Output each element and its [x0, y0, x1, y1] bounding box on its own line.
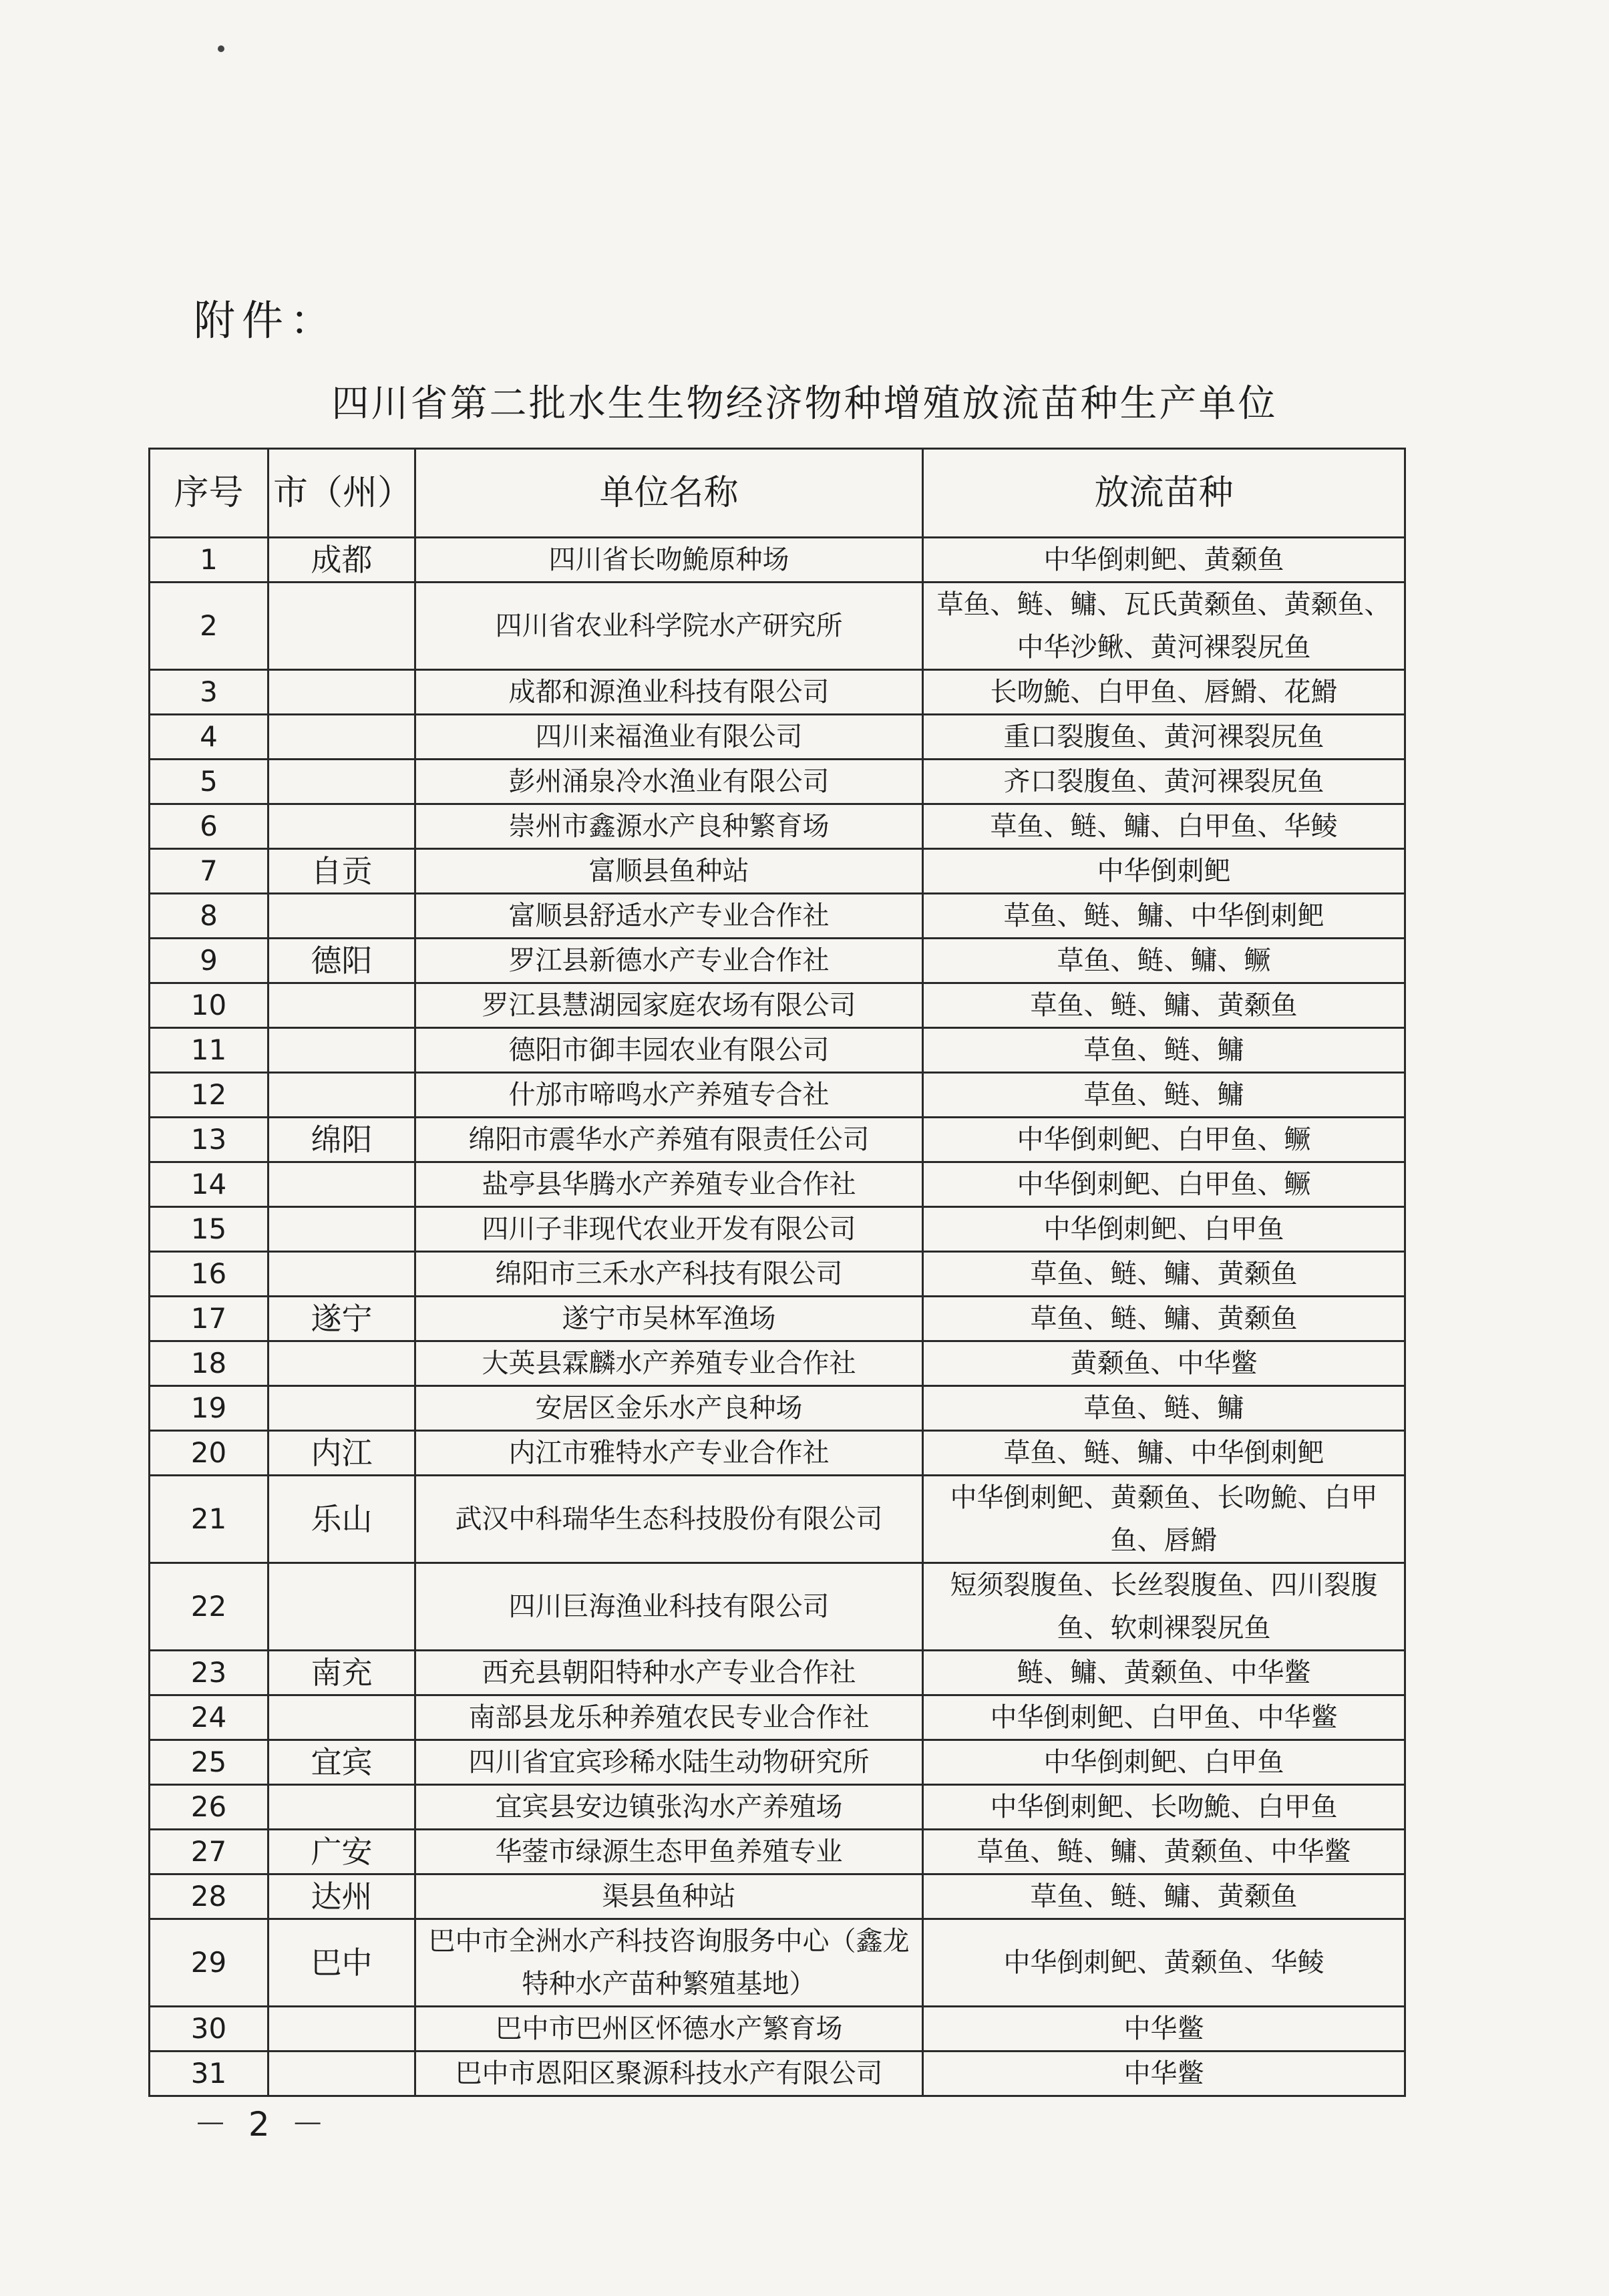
cell-seq: 18: [150, 1341, 269, 1386]
cell-city: 南充: [269, 1651, 415, 1695]
cell-city: [269, 760, 415, 804]
cell-city: [269, 1785, 415, 1830]
cell-city: [269, 1695, 415, 1740]
document-title: 四川省第二批水生生物经济物种增殖放流苗种生产单位: [331, 382, 1278, 426]
cell-seq: 25: [150, 1740, 269, 1785]
cell-seq: 14: [150, 1162, 269, 1207]
cell-unit: 宜宾县安边镇张沟水产养殖场: [415, 1785, 923, 1830]
cell-unit: 德阳市御丰园农业有限公司: [415, 1028, 923, 1073]
cell-species: 齐口裂腹鱼、黄河裸裂尻鱼: [923, 760, 1405, 804]
scan-speck: [218, 45, 224, 52]
cell-species: 草鱼、鲢、鳙、中华倒刺鲃: [923, 1431, 1405, 1476]
cell-city: [269, 2052, 415, 2096]
cell-species: 草鱼、鲢、鳙: [923, 1073, 1405, 1118]
cell-unit: 富顺县鱼种站: [415, 849, 923, 894]
cell-species: 草鱼、鲢、鳙、黄颡鱼: [923, 1874, 1405, 1919]
table-row: [150, 1118, 1405, 1162]
cell-seq: 24: [150, 1695, 269, 1740]
cell-species: 草鱼、鲢、鳙、白甲鱼、华鲮: [923, 804, 1405, 849]
cell-unit: 绵阳市三禾水产科技有限公司: [415, 1252, 923, 1297]
header-seq: 序号: [150, 449, 269, 538]
cell-city: [269, 715, 415, 760]
table-row: [150, 760, 1405, 804]
cell-species: 短须裂腹鱼、长丝裂腹鱼、四川裂腹鱼、软刺裸裂尻鱼: [923, 1563, 1405, 1651]
header-unit: 单位名称: [415, 449, 923, 538]
cell-unit: 彭州涌泉冷水渔业有限公司: [415, 760, 923, 804]
table-row: [150, 1252, 1405, 1297]
table-row: [150, 1297, 1405, 1341]
table-row: [150, 1919, 1405, 2007]
table-row: [150, 849, 1405, 894]
cell-species: 草鱼、鲢、鳙、黄颡鱼: [923, 1252, 1405, 1297]
cell-city: 达州: [269, 1874, 415, 1919]
cell-species: 中华倒刺鲃、白甲鱼: [923, 1740, 1405, 1785]
cell-seq: 1: [150, 538, 269, 583]
cell-city: 成都: [269, 538, 415, 583]
table-row: [150, 1207, 1405, 1252]
table-row: [150, 2052, 1405, 2096]
cell-seq: 30: [150, 2007, 269, 2052]
cell-unit: 富顺县舒适水产专业合作社: [415, 894, 923, 939]
header-city: 市（州）: [269, 449, 415, 538]
cell-species: 中华鳖: [923, 2007, 1405, 2052]
cell-city: [269, 2007, 415, 2052]
table-row: [150, 670, 1405, 715]
table-row: [150, 1651, 1405, 1695]
cell-seq: 21: [150, 1476, 269, 1563]
cell-city: 广安: [269, 1830, 415, 1874]
cell-species: 重口裂腹鱼、黄河裸裂尻鱼: [923, 715, 1405, 760]
cell-seq: 8: [150, 894, 269, 939]
cell-seq: 26: [150, 1785, 269, 1830]
cell-species: 草鱼、鲢、鳙、黄颡鱼: [923, 983, 1405, 1028]
table-header-row: [150, 449, 1405, 538]
cell-city: [269, 1341, 415, 1386]
cell-seq: 22: [150, 1563, 269, 1651]
cell-unit: 四川省长吻鮠原种场: [415, 538, 923, 583]
table-row: [150, 538, 1405, 583]
table-row: [150, 583, 1405, 670]
table-row: [150, 715, 1405, 760]
table-row: [150, 1874, 1405, 1919]
cell-seq: 19: [150, 1386, 269, 1431]
cell-unit: 四川省宜宾珍稀水陆生动物研究所: [415, 1740, 923, 1785]
cell-unit: 罗江县慧湖园家庭农场有限公司: [415, 983, 923, 1028]
cell-species: 中华倒刺鲃、白甲鱼、鳜: [923, 1162, 1405, 1207]
cell-seq: 6: [150, 804, 269, 849]
cell-species: 中华倒刺鲃: [923, 849, 1405, 894]
cell-unit: 西充县朝阳特种水产专业合作社: [415, 1651, 923, 1695]
attachment-label: 附件：: [194, 296, 339, 345]
cell-unit: 巴中市恩阳区聚源科技水产有限公司: [415, 2052, 923, 2096]
cell-city: [269, 1162, 415, 1207]
cell-seq: 23: [150, 1651, 269, 1695]
cell-unit: 巴中市巴州区怀德水产繁育场: [415, 2007, 923, 2052]
cell-unit: 成都和源渔业科技有限公司: [415, 670, 923, 715]
table-row: [150, 1431, 1405, 1476]
cell-species: 草鱼、鲢、鳙、黄颡鱼: [923, 1297, 1405, 1341]
cell-species: 草鱼、鲢、鳙、鳜: [923, 939, 1405, 983]
cell-seq: 3: [150, 670, 269, 715]
cell-seq: 15: [150, 1207, 269, 1252]
cell-unit: 渠县鱼种站: [415, 1874, 923, 1919]
cell-city: 遂宁: [269, 1297, 415, 1341]
cell-city: 乐山: [269, 1476, 415, 1563]
cell-species: 鲢、鳙、黄颡鱼、中华鳖: [923, 1651, 1405, 1695]
cell-city: 宜宾: [269, 1740, 415, 1785]
cell-unit: 内江市雅特水产专业合作社: [415, 1431, 923, 1476]
producer-table: [148, 448, 1406, 2097]
cell-city: [269, 1073, 415, 1118]
cell-unit: 崇州市鑫源水产良种繁育场: [415, 804, 923, 849]
cell-unit: 南部县龙乐种养殖农民专业合作社: [415, 1695, 923, 1740]
cell-seq: 11: [150, 1028, 269, 1073]
cell-city: 德阳: [269, 939, 415, 983]
cell-city: [269, 894, 415, 939]
table-row: [150, 1563, 1405, 1651]
cell-unit: 安居区金乐水产良种场: [415, 1386, 923, 1431]
cell-seq: 16: [150, 1252, 269, 1297]
cell-seq: 4: [150, 715, 269, 760]
cell-seq: 2: [150, 583, 269, 670]
cell-city: [269, 804, 415, 849]
cell-species: 中华鳖: [923, 2052, 1405, 2096]
table-row: [150, 1830, 1405, 1874]
table-row: [150, 1341, 1405, 1386]
cell-city: [269, 583, 415, 670]
cell-unit: 什邡市啼鸣水产养殖专合社: [415, 1073, 923, 1118]
cell-species: 黄颡鱼、中华鳖: [923, 1341, 1405, 1386]
table-row: [150, 1028, 1405, 1073]
cell-species: 草鱼、鲢、鳙、瓦氏黄颡鱼、黄颡鱼、中华沙鳅、黄河裸裂尻鱼: [923, 583, 1405, 670]
cell-seq: 28: [150, 1874, 269, 1919]
cell-species: 中华倒刺鲃、白甲鱼、鳜: [923, 1118, 1405, 1162]
cell-species: 中华倒刺鲃、长吻鮠、白甲鱼: [923, 1785, 1405, 1830]
cell-species: 中华倒刺鲃、黄颡鱼、长吻鮠、白甲鱼、唇䱻: [923, 1476, 1405, 1563]
cell-city: [269, 1207, 415, 1252]
cell-unit: 绵阳市震华水产养殖有限责任公司: [415, 1118, 923, 1162]
cell-species: 长吻鮠、白甲鱼、唇䱻、花䱻: [923, 670, 1405, 715]
cell-species: 中华倒刺鲃、白甲鱼: [923, 1207, 1405, 1252]
cell-city: 自贡: [269, 849, 415, 894]
cell-city: 巴中: [269, 1919, 415, 2007]
cell-seq: 20: [150, 1431, 269, 1476]
table-row: [150, 1476, 1405, 1563]
table-row: [150, 1162, 1405, 1207]
cell-unit: 罗江县新德水产专业合作社: [415, 939, 923, 983]
cell-seq: 9: [150, 939, 269, 983]
table-row: [150, 1073, 1405, 1118]
page-number: － 2 －: [194, 2105, 330, 2144]
table-row: [150, 983, 1405, 1028]
cell-species: 草鱼、鲢、鳙: [923, 1028, 1405, 1073]
table-row: [150, 2007, 1405, 2052]
table-row: [150, 939, 1405, 983]
cell-seq: 10: [150, 983, 269, 1028]
table-row: [150, 1740, 1405, 1785]
table-row: [150, 894, 1405, 939]
cell-city: [269, 983, 415, 1028]
cell-city: [269, 1563, 415, 1651]
cell-unit: 四川子非现代农业开发有限公司: [415, 1207, 923, 1252]
cell-unit: 盐亭县华腾水产养殖专业合作社: [415, 1162, 923, 1207]
cell-species: 中华倒刺鲃、黄颡鱼、华鲮: [923, 1919, 1405, 2007]
cell-seq: 13: [150, 1118, 269, 1162]
cell-city: [269, 1386, 415, 1431]
cell-unit: 遂宁市吴林军渔场: [415, 1297, 923, 1341]
cell-seq: 12: [150, 1073, 269, 1118]
cell-seq: 29: [150, 1919, 269, 2007]
cell-seq: 5: [150, 760, 269, 804]
cell-species: 中华倒刺鲃、白甲鱼、中华鳖: [923, 1695, 1405, 1740]
table-row: [150, 1785, 1405, 1830]
cell-city: [269, 1028, 415, 1073]
table-row: [150, 1695, 1405, 1740]
cell-seq: 27: [150, 1830, 269, 1874]
cell-unit: 武汉中科瑞华生态科技股份有限公司: [415, 1476, 923, 1563]
cell-unit: 巴中市全洲水产科技咨询服务中心（鑫龙特种水产苗种繁殖基地）: [415, 1919, 923, 2007]
cell-species: 草鱼、鲢、鳙、中华倒刺鲃: [923, 894, 1405, 939]
cell-unit: 华蓥市绿源生态甲鱼养殖专业: [415, 1830, 923, 1874]
cell-species: 草鱼、鲢、鳙、黄颡鱼、中华鳖: [923, 1830, 1405, 1874]
cell-city: [269, 670, 415, 715]
cell-seq: 31: [150, 2052, 269, 2096]
cell-seq: 17: [150, 1297, 269, 1341]
cell-unit: 四川来福渔业有限公司: [415, 715, 923, 760]
cell-seq: 7: [150, 849, 269, 894]
cell-species: 草鱼、鲢、鳙: [923, 1386, 1405, 1431]
cell-city: [269, 1252, 415, 1297]
header-species: 放流苗种: [923, 449, 1405, 538]
cell-species: 中华倒刺鲃、黄颡鱼: [923, 538, 1405, 583]
cell-unit: 四川巨海渔业科技有限公司: [415, 1563, 923, 1651]
table-row: [150, 804, 1405, 849]
cell-unit: 四川省农业科学院水产研究所: [415, 583, 923, 670]
cell-unit: 大英县霖麟水产养殖专业合作社: [415, 1341, 923, 1386]
cell-city: 内江: [269, 1431, 415, 1476]
cell-city: 绵阳: [269, 1118, 415, 1162]
table-row: [150, 1386, 1405, 1431]
